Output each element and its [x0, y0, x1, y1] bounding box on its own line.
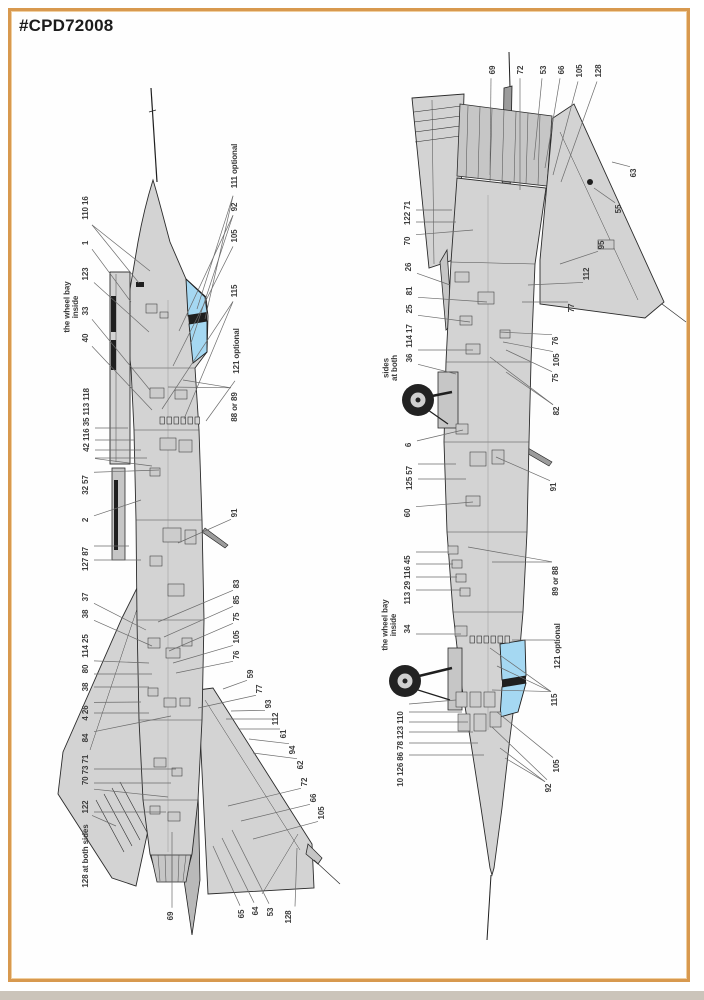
callout-label: 115 [230, 284, 239, 298]
callout-label: 82 [552, 406, 561, 416]
callout-label: 112 [271, 712, 280, 726]
callout-label: inside [389, 613, 398, 637]
callout-leader-line [197, 196, 233, 309]
callout-label: 84 [81, 733, 90, 743]
sheet-number-title: #CPD72008 [19, 16, 114, 35]
callout-label: 26 [404, 262, 413, 272]
callout-label: 33 [81, 306, 90, 316]
callout-leader-line [191, 215, 233, 343]
callout-label: 94 [288, 745, 297, 755]
callout-label: 114 17 [405, 324, 414, 348]
callout-label: 83 [232, 579, 241, 589]
callout-label: 10 126 86 78 123 110 [396, 711, 405, 787]
callout-label: 32 57 [81, 475, 90, 495]
callout-label: sides [381, 358, 391, 378]
engine-nozzle [457, 104, 552, 186]
callout-label: 77 [567, 303, 576, 313]
pitot-tube [487, 875, 491, 940]
callout-label: 81 [405, 286, 414, 296]
callout-label: 128 at both sides [81, 824, 90, 888]
callout-label: 53 [266, 907, 275, 917]
callout-label: 34 [403, 624, 412, 634]
callout-label: 111 optional [230, 143, 239, 189]
callout-label: 89 or 88 [551, 566, 560, 596]
callout-label: 114 25 [81, 634, 90, 658]
callout-label: 127 87 [81, 547, 90, 571]
callout-label: 53 [539, 65, 548, 75]
callout-label: 110 16 [81, 196, 90, 220]
tail-antenna [509, 52, 510, 88]
callout-label: 38 [81, 609, 90, 619]
callout-label: 60 [403, 508, 412, 518]
callout-label: 69 [166, 911, 175, 921]
callout-label: at both [390, 355, 399, 381]
aircraft-left-side-view [58, 88, 340, 935]
callout-leader-line [231, 710, 265, 711]
callout-label: 37 [81, 592, 90, 602]
callout-label: 75 [232, 612, 241, 622]
canopy [500, 640, 526, 717]
callout-label: 115 [550, 693, 559, 707]
callout-label: 64 [251, 906, 260, 916]
callout-label: 25 [405, 304, 414, 314]
callout-label: 92 [230, 202, 239, 212]
callout-leader-line [249, 739, 289, 744]
callout-label: 75 [551, 373, 560, 383]
callout-label: the wheel bay [380, 599, 390, 651]
callout-label: 63 [629, 168, 638, 178]
page-bottom-strip [0, 991, 704, 1000]
callout-label: 6 [404, 442, 413, 448]
callout-label: 91 [549, 482, 558, 492]
callout-label: 105 [317, 806, 326, 820]
callout-label: 38 [81, 682, 90, 692]
callout-label: 95 [597, 240, 606, 250]
callout-label: 70 73 71 [81, 754, 90, 786]
callout-label: 88 or 89 [230, 392, 239, 422]
callout-label: 77 [255, 684, 264, 694]
missile-rail [202, 528, 228, 548]
callout-label: 122 71 [403, 201, 412, 225]
callout-label: 121 optional [232, 328, 241, 374]
callout-label: 2 [81, 517, 90, 523]
intake [110, 272, 130, 560]
callout-label: 105 [552, 353, 561, 367]
callout-label: 70 [403, 236, 412, 246]
callout-label: 105 [232, 630, 241, 644]
callout-label: 61 [279, 729, 288, 739]
callout-label: 69 [488, 65, 497, 75]
callout-label: 105 [230, 229, 239, 243]
callout-label: 112 [582, 267, 591, 281]
callout-label: 128 [594, 64, 603, 78]
callout-label: the wheel bay [62, 281, 72, 333]
engine-nozzle [151, 855, 191, 882]
pitot-tube [151, 88, 157, 182]
callout-label: 91 [230, 508, 239, 518]
callout-label: 36 [405, 353, 414, 363]
callout-label: 1 [81, 240, 90, 246]
callout-label: 72 [300, 777, 309, 787]
callout-leader-line [612, 162, 630, 167]
callout-label: 92 [544, 783, 553, 793]
callout-label: 128 [284, 910, 293, 924]
callout-label: 113 29 116 45 [403, 555, 412, 605]
aircraft-right-side-view [381, 52, 687, 940]
callout-label: 85 [232, 595, 241, 605]
vertical-fin [540, 104, 686, 322]
callout-label: 72 [516, 65, 525, 75]
callout-label: 4 26 [81, 705, 90, 721]
callout-label: 93 [264, 699, 273, 709]
callout-label: 105 [575, 64, 584, 78]
fuselage [444, 178, 546, 875]
callout-label: 66 [557, 65, 566, 75]
callout-label: 76 [551, 336, 560, 346]
nose-landing-gear [402, 372, 458, 428]
callout-label: 76 [232, 650, 241, 660]
callout-label: inside [71, 295, 80, 319]
callout-label: 80 [81, 664, 90, 674]
callout-label: 122 [81, 800, 90, 814]
callout-leader-line [223, 680, 247, 689]
callout-label: 105 [552, 759, 561, 773]
callout-label: 42 116 35 113 118 [82, 388, 91, 452]
callout-label: 125 57 [405, 466, 414, 490]
callout-label: 55 [614, 204, 623, 214]
callout-label: 123 [81, 267, 90, 281]
callout-label: 121 optional [553, 623, 562, 669]
callout-label: 62 [296, 760, 305, 770]
callout-label: 65 [237, 909, 246, 919]
callout-label: 66 [309, 793, 318, 803]
callout-label: 40 [81, 333, 90, 343]
callout-leader-line [505, 758, 545, 782]
callout-label: 59 [246, 669, 255, 679]
